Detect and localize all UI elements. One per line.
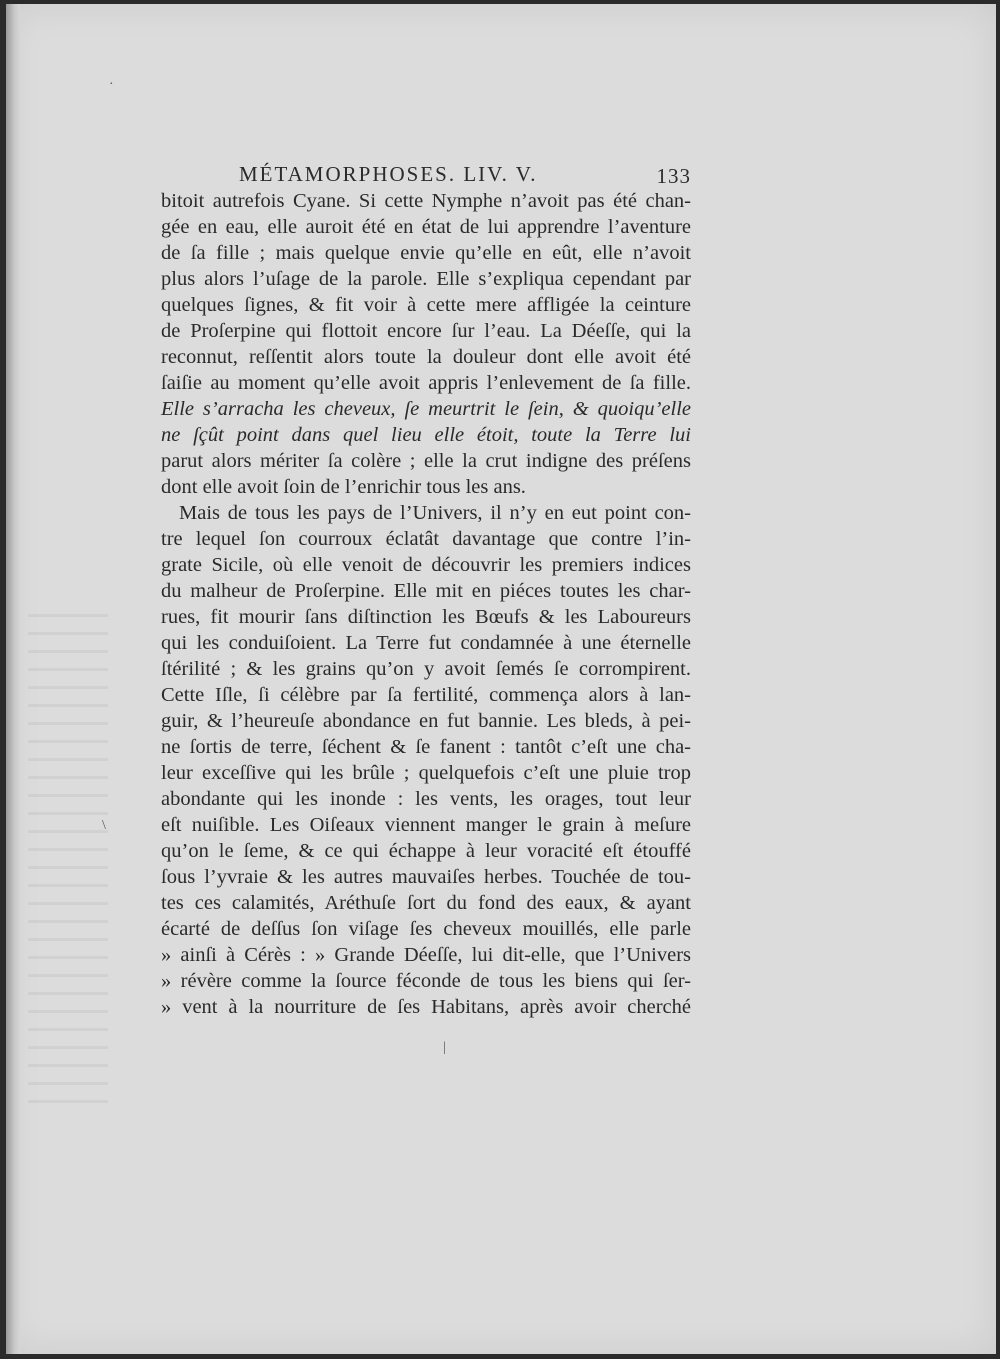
- text-line: eſt nuiſible. Les Oiſeaux viennent manger le grain à meſure: [161, 814, 691, 836]
- text-line: du malheur de Proſerpine. Elle mit en piéces toutes les char-: [161, 580, 691, 602]
- paper-speck: ·: [109, 77, 114, 92]
- text-line: guir, & l’heureuſe abondance en fut bannie. Les bleds, à pei-: [161, 710, 691, 732]
- text-line: Elle s’arracha les cheveux, ſe meurtrit le ſein, & quoiqu’elle: [161, 398, 691, 420]
- text-line: » ainſi à Cérès : » Grande Déeſſe, lui dit-elle, que l’Univers: [161, 944, 691, 966]
- text-line: rues, fit mourir ſans diſtinction les Bœufs & les Laboureurs: [161, 606, 691, 628]
- page-number: 133: [656, 164, 691, 188]
- text-line: parut alors mériter ſa colère ; elle la crut indigne des préſens: [161, 450, 691, 472]
- text-line: tre lequel ſon courroux éclatât davantage que contre l’in-: [161, 528, 691, 550]
- text-line: écarté de deſſus ſon viſage ſes cheveux mouillés, elle parle: [161, 918, 691, 940]
- book-page: [6, 4, 996, 1354]
- text-line: » vent à la nourriture de ſes Habitans, après avoir cherché: [161, 996, 691, 1018]
- paper-speck: \: [102, 818, 106, 833]
- text-line: quelques ſignes, & fit voir à cette mere affligée la ceinture: [161, 294, 691, 316]
- text-line: reconnut, reſſentit alors toute la douleur dont elle avoit été: [161, 346, 691, 368]
- text-line: Cette Iſle, ſi célèbre par ſa fertilité, commença alors à lan-: [161, 684, 691, 706]
- text-line: ne ſçût point dans quel lieu elle étoit, toute la Terre lui: [161, 424, 691, 446]
- text-line: gée en eau, elle auroit été en état de lui apprendre l’aventure: [161, 216, 691, 238]
- text-line: dont elle avoit ſoin de l’enrichir tous les ans.: [161, 476, 526, 498]
- text-line: plus alors l’uſage de la parole. Elle s’expliqua cependant par: [161, 268, 691, 290]
- text-line: ſous l’yvraie & les autres mauvaiſes herbes. Touchée de tou-: [161, 866, 691, 888]
- running-head: [161, 154, 691, 190]
- text-line: » révère comme la ſource féconde de tous les biens qui ſer-: [161, 970, 691, 992]
- running-title: MÉTAMORPHOSES. LIV. V.: [239, 162, 538, 186]
- text-line: tes ces calamités, Aréthuſe ſort du fond des eaux, & ayant: [161, 892, 691, 914]
- text-line: leur exceſſive qui les brûle ; quelquefois c’eſt une pluie trop: [161, 762, 691, 784]
- text-line: ne ſortis de terre, ſéchent & ſe fanent : tantôt c’eſt une cha-: [161, 736, 691, 758]
- text-line: abondante qui les inonde : les vents, les orages, tout leur: [161, 788, 691, 810]
- page-gutter: [6, 4, 20, 1354]
- text-line: de Proſerpine qui flottoit encore ſur l’eau. La Déeſſe, qui la: [161, 320, 691, 342]
- paper-speck: |: [443, 1040, 446, 1055]
- text-line: qu’on le ſeme, & ce qui échappe à leur voracité eſt étouffé: [161, 840, 691, 862]
- show-through-bleed: [28, 614, 108, 1114]
- text-line: Mais de tous les pays de l’Univers, il n’y en eut point con-: [179, 502, 691, 524]
- text-line: grate Sicile, où elle venoit de découvrir les premiers indices: [161, 554, 691, 576]
- body-text: [161, 188, 691, 1020]
- text-line: qui les conduiſoient. La Terre fut condamnée à une éternelle: [161, 632, 691, 654]
- text-line: bitoit autrefois Cyane. Si cette Nymphe n’avoit pas été chan-: [161, 190, 691, 212]
- text-line: ſaiſie au moment qu’elle avoit appris l’enlevement de ſa fille.: [161, 372, 691, 394]
- text-line: de ſa fille ; mais quelque envie qu’elle en eût, elle n’avoit: [161, 242, 691, 264]
- text-line: ſtérilité ; & les grains qu’on y avoit ſemés ſe corrompirent.: [161, 658, 691, 680]
